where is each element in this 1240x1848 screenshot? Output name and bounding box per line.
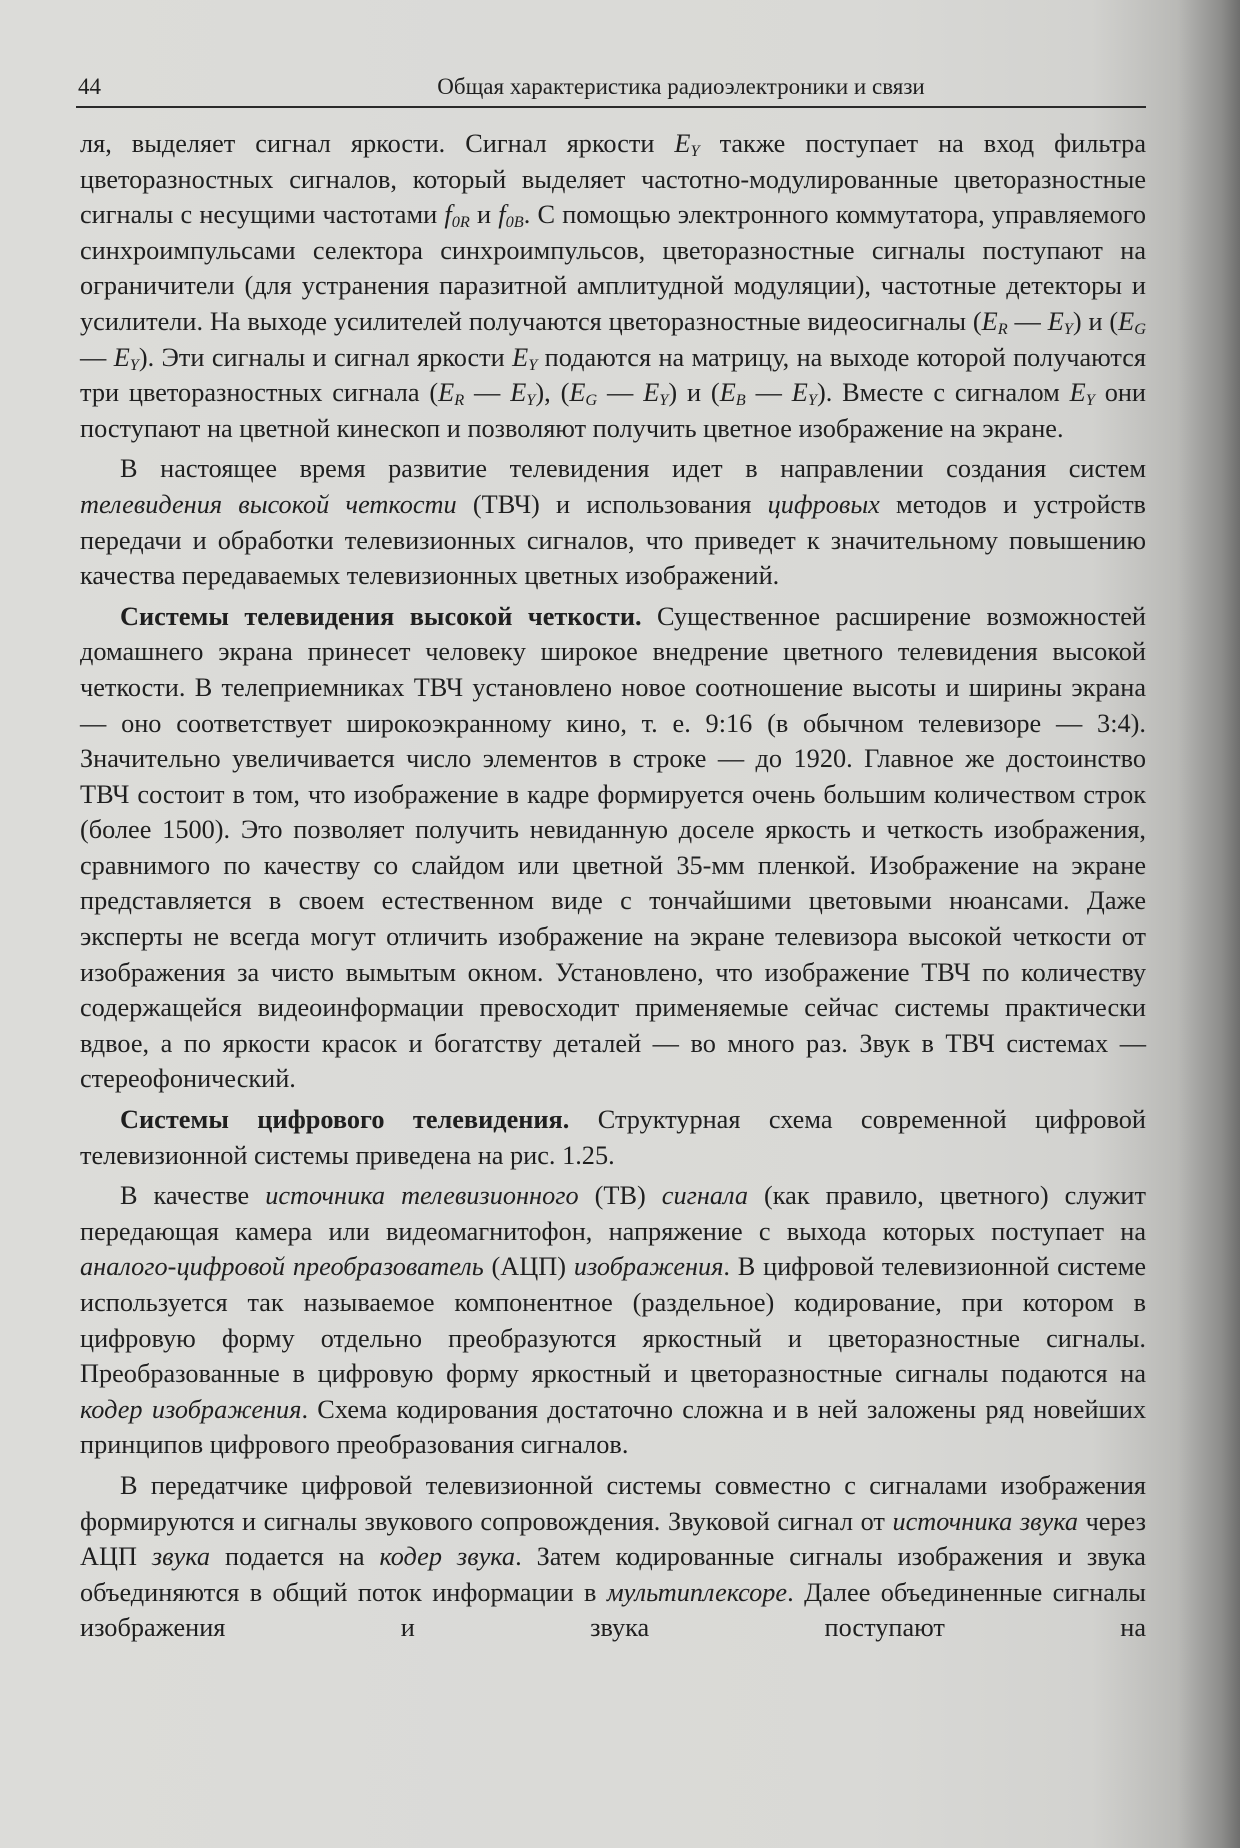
run-in-heading: Системы телевидения высокой четкости. — [120, 601, 642, 631]
italic-term: изображения — [573, 1252, 724, 1282]
italic-term: цифровых — [767, 489, 880, 519]
math-ey: $E_Y$ — [791, 378, 817, 410]
math-ey: $E_Y$ — [1047, 306, 1073, 339]
paragraph-3: Системы телевидения высокой четкости. Существенное расширение возможностей домашнего экрана принесет человеку широкое внедрение цветного телевидения высокой четкости. В телеприемниках ТВЧ установлено новое соотношение высоты и ширины экрана — оно соответствует широкоэкранному кино, т. е. 9:16 (в обычном телевизоре — 3:4). Значительно увеличивается число элементов в строке — до 1920. Главное же достоинство ТВЧ состоит в том, что изображение в кадре формируется очень большим количеством строк (более 1500). Это позволяет получить невиданную доселе яркость и четкость изображения, сравнимого по качеству со слайдом или цветной 35-мм пленкой. Изображение на экране представляется в своем естественном виде с тончайшими цветовыми нюансами. Даже эксперты не всегда могут отличить изображение на экране телевизора высокой четкости от изображения за чисто вымытым окном. Установлено, что изображение ТВЧ по количеству содержащейся видеоинформации превосходит применяемые сейчас системы практически вдвое, а по яркости красок и богатству деталей — во много раз. Звук в ТВЧ системах — стереофонический. — [80, 601, 1146, 1094]
italic-term: сигнала — [661, 1181, 749, 1211]
math-eb: $E_B$ — [719, 378, 746, 410]
italic-term: кодер звука — [379, 1542, 516, 1572]
paragraph-2: В настоящее время развитие телевидения идет в направлении создания систем телевидения высокой четкости (ТВЧ) и использования цифровых методов и устройств передачи и обработки телевизионных сигналов, что приведет к значительному повышению качества передаваемых телевизионных цветных изображений. — [80, 454, 1146, 591]
math-eg: $E_G$ — [1118, 306, 1146, 339]
paragraph-5: В качестве источника телевизионного (ТВ) сигнала (как правило, цветного) служит передающая камера или видеомагнитофон, напряжение с выхода которых поступает на аналого-цифровой преобразователь (АЦП) изображения. В цифровой телевизионной системе используется так называемое компонентное (раздельное) кодирование, при котором в цифровую форму отдельно преобразуются яркостный и цветоразностные сигналы. Преобразованные в цифровую форму яркостный и цветоразностные сигналы подаются на кодер изображения. Схема кодирования достаточно сложна и в ней заложены ряд новейших принципов цифрового преобразования сигналов. — [80, 1181, 1147, 1460]
math-ey: $E_Y$ — [1069, 378, 1095, 410]
italic-term: звука — [151, 1542, 211, 1572]
run-in-heading: Системы цифрового телевидения. — [120, 1105, 570, 1135]
italic-term: источника звука — [892, 1506, 1078, 1536]
italic-term: аналого-цифровой преобразователь — [80, 1252, 484, 1282]
math-ey: $E_Y$ — [510, 378, 536, 410]
math-er: $E_R$ — [981, 306, 1008, 339]
math-ey: $E_Y$ — [512, 342, 538, 374]
math-f0r: $f_{0R}$ — [444, 200, 470, 232]
paragraph-1: ля, выделяет сигнал яркости. Сигнал яркости $E_Y$ также поступает на вход фильтра цветоразностных сигналов, который выделяет частотно-модулированные цветоразностные сигналы с несущими частотами $f_{0R}$ и $f_{0B}$. С помощью электронного коммутатора, управляемого синхроимпульсами селектора синхроимпульсов, цветоразностные сигналы поступают на ограничители (для устранения паразитной амплитудной модуляции), частотные детекторы и усилители. На выходе усилителей получаются цветоразностные видеосигналы ($E_R$ — $E_Y$) и ($E_G$ — $E_Y$). Эти сигналы и сигнал яркости $E_Y$ подаются на матрицу, на выходе которой получаются три цветоразностных сигнала ($E_R$ — $E_Y$), ($E_G$ — $E_Y$) и ($E_B$ — $E_Y$). Вместе с сигналом $E_Y$ они поступают на цветной кинескоп и позволяют получить цветное изображение на экране. — [80, 129, 1146, 443]
italic-term: кодер изображения — [80, 1394, 302, 1424]
running-title: Общая характеристика радиоэлектроники и связи — [437, 74, 925, 99]
italic-term: мультиплексоре — [606, 1577, 788, 1607]
math-ey: $E_Y$ — [674, 129, 700, 161]
math-ey: $E_Y$ — [113, 342, 139, 374]
italic-term: источника телевизионного — [265, 1181, 579, 1211]
math-ey: $E_Y$ — [643, 378, 669, 410]
body-text — [80, 126, 1146, 1651]
page-header — [76, 72, 1146, 108]
paragraph-6: В передатчике цифровой телевизионной системы совместно с сигналами изображения формируются и сигналы звукового сопровождения. Звуковой сигнал от источника звука через АЦП звука подается на кодер звука. Затем кодированные сигналы изображения и звука объединяются в общий поток информации в мультиплексоре. Далее объединенные сигналы изображения и звука поступают на — [80, 1470, 1146, 1643]
italic-term: телевидения высокой четкости — [80, 489, 457, 519]
math-er: $E_R$ — [438, 378, 465, 410]
paragraph-4: Системы цифрового телевидения. Структурная схема современной цифровой телевизионной системы приведена на рис. 1.25. — [80, 1105, 1146, 1170]
math-eg: $E_G$ — [569, 378, 598, 410]
math-f0b: $f_{0B}$ — [498, 200, 524, 232]
page-number: 44 — [78, 74, 101, 99]
